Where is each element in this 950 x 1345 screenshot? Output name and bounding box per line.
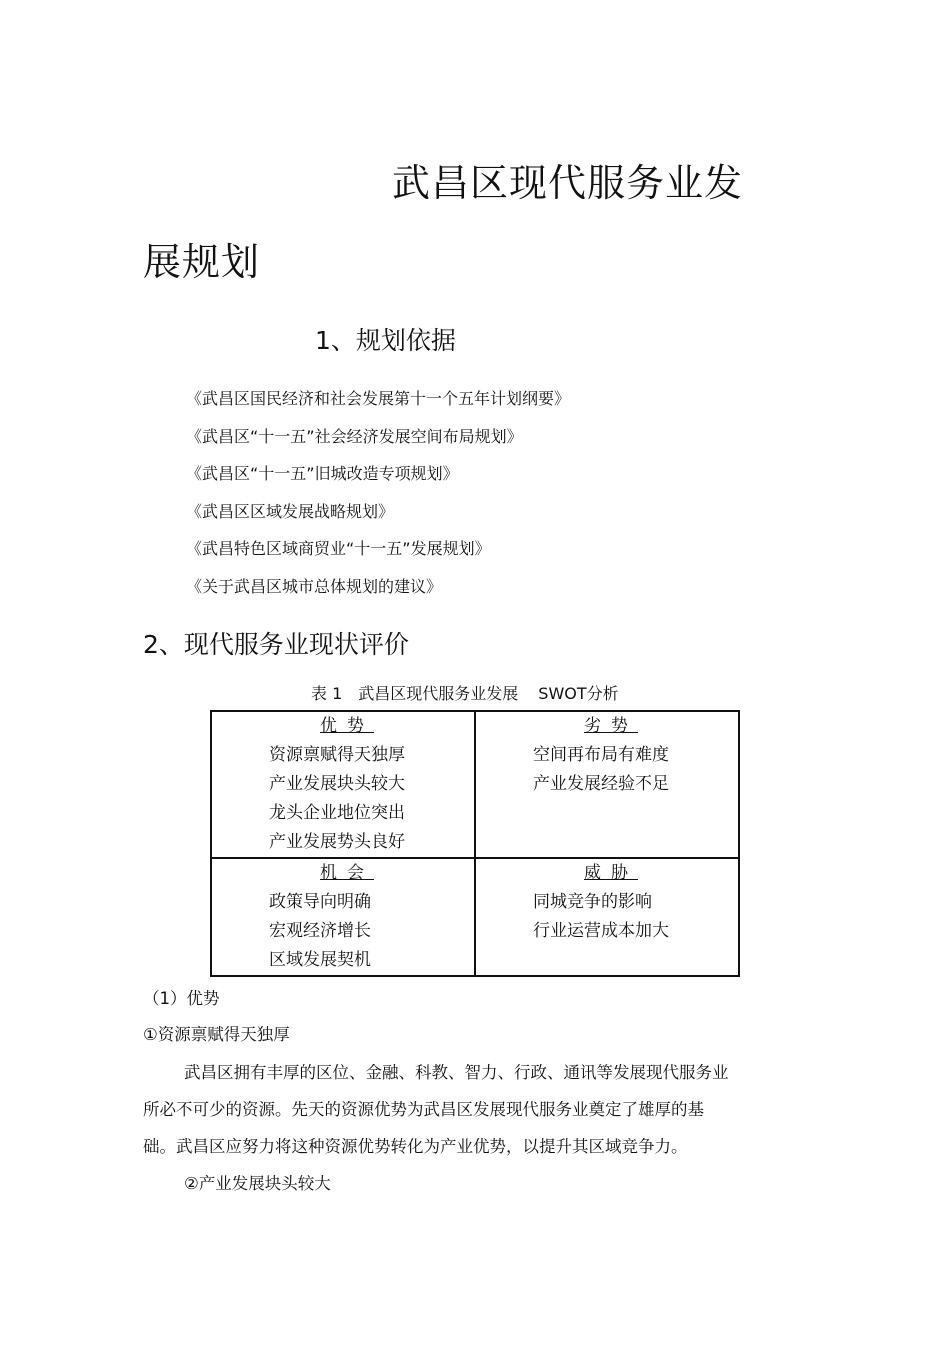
swot-strength-item: 资源禀赋得天独厚 xyxy=(269,745,405,765)
paragraph-line: 所必不可少的资源。先天的资源优势为武昌区发展现代服务业奠定了雄厚的基 xyxy=(143,1100,704,1119)
swot-opportunity-item: 政策导向明确 xyxy=(269,892,371,912)
swot-weaknesses-title: 劣势 xyxy=(584,716,638,736)
document-title-line1: 武昌区现代服务业发 xyxy=(392,161,744,205)
table-caption-label: 表 1 武昌区现代服务业发展 xyxy=(311,684,519,703)
swot-weakness-item: 产业发展经验不足 xyxy=(533,774,669,794)
reference-item: 《武昌区“十一五”社会经济发展空间布局规划》 xyxy=(186,427,523,446)
swot-opportunities-cell xyxy=(211,858,475,976)
reference-item: 《武昌区国民经济和社会发展第十一个五年计划纲要》 xyxy=(186,389,571,408)
paragraph-line: 武昌区拥有丰厚的区位、金融、科教、智力、行政、通讯等发展现代服务业 xyxy=(184,1063,729,1082)
swot-threat-item: 行业运营成本加大 xyxy=(533,921,669,941)
item-heading: ②产业发展块头较大 xyxy=(184,1174,331,1193)
swot-strengths-title: 优势 xyxy=(320,716,374,736)
swot-strength-item: 产业发展势头良好 xyxy=(269,832,405,852)
section1-heading: 1、规划依据 xyxy=(315,326,456,355)
document-title-line2: 展规划 xyxy=(143,240,261,284)
swot-threat-item: 同城竞争的影响 xyxy=(533,892,652,912)
swot-opportunity-item: 区域发展契机 xyxy=(269,950,371,970)
swot-strength-item: 产业发展块头较大 xyxy=(269,774,405,794)
reference-item: 《关于武昌区城市总体规划的建议》 xyxy=(186,577,443,596)
swot-weaknesses-cell xyxy=(475,711,739,858)
reference-item: 《武昌区“十一五”旧城改造专项规划》 xyxy=(186,464,459,483)
swot-table xyxy=(210,710,740,977)
swot-strengths-cell xyxy=(211,711,475,858)
table-caption-swot: SWOT分析 xyxy=(538,684,619,703)
section2-heading: 2、现代服务业现状评价 xyxy=(143,630,409,659)
swot-opportunity-item: 宏观经济增长 xyxy=(269,921,371,941)
swot-threats-title: 威胁 xyxy=(584,863,638,883)
swot-threats-cell xyxy=(475,858,739,976)
item-heading: ①资源禀赋得天独厚 xyxy=(143,1025,290,1044)
swot-opportunities-title: 机会 xyxy=(320,863,374,883)
paragraph-line: 础。武昌区应努力将这种资源优势转化为产业优势，以提升其区域竞争力。 xyxy=(143,1137,688,1156)
reference-item: 《武昌区区域发展战略规划》 xyxy=(186,502,395,521)
subsection-heading: （1）优势 xyxy=(143,989,220,1008)
swot-weakness-item: 空间再布局有难度 xyxy=(533,745,669,765)
reference-item: 《武昌特色区域商贸业“十一五”发展规划》 xyxy=(186,539,491,558)
table-caption xyxy=(311,681,619,704)
swot-strength-item: 龙头企业地位突出 xyxy=(269,803,405,823)
